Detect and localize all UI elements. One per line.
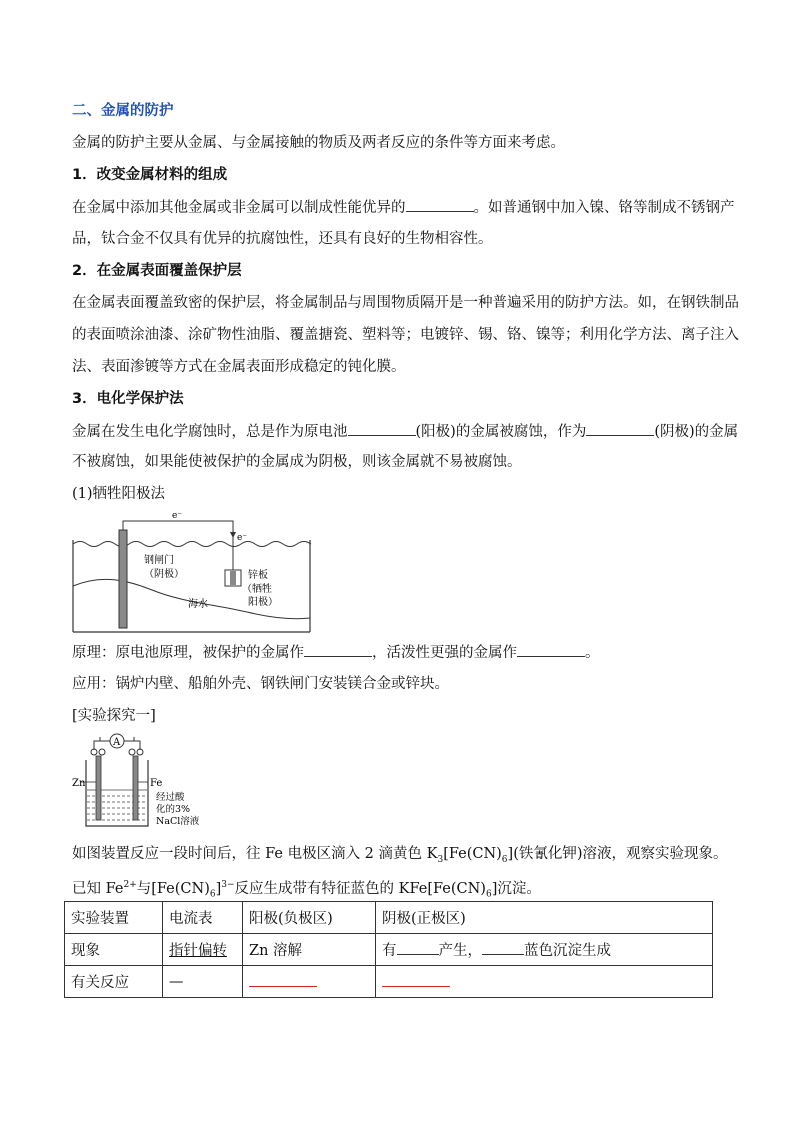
gate-label-2: （阴极） [144,569,184,580]
fill-blank[interactable] [406,197,474,212]
item3-line2: 不被腐蚀，如果能使被保护的金属成为阴极，则该金属就不易被腐蚀。 [72,454,522,470]
cathode-text-b: 产生， [438,943,482,959]
fill-blank[interactable] [304,642,372,657]
item1-line2: 品，钛合金不仅具有优异的抗腐蚀性，还具有良好的生物相容性。 [72,231,493,247]
zinc-label-3: 阳极） [248,597,278,608]
steps-line1-sub2: 6 [501,854,508,865]
fill-blank[interactable] [249,972,317,987]
table-cell: 阳极(负极区) [243,902,376,934]
table-cell: 现象 [65,934,163,966]
item3-line1-text-b: (阳极)的金属被腐蚀，作为 [415,424,587,440]
seawater-label: 海水 [188,599,208,610]
steps-line2-text-e: ]沉淀。 [491,880,541,897]
item3-sub1: (1)牺牲阳极法 [72,486,166,502]
fill-blank[interactable] [586,421,654,436]
table-cell: 电流表 [163,902,243,934]
zinc-label-2: （牺牲 [242,584,272,595]
section-intro: 金属的防护主要从金属、与金属接触的物质及两者反应的条件等方面来考虑。 [72,135,565,151]
gate-label-1: 钢闸门 [144,555,174,566]
principle-text-b: ，活泼性更强的金属作 [372,645,517,661]
sacrificial-anode-diagram [72,508,312,633]
steps-line1-sub1: 3 [437,854,444,865]
table-cell [376,934,713,966]
cathode-text-a: 有 [382,943,397,959]
steps-line2-text-a: 已知 Fe [72,880,124,897]
steps-line1-text-a: 如图装置反应一段时间后，往 Fe 电极区滴入 2 滴黄色 K [72,846,438,862]
item3-line1-text-c: (阴极)的金属 [654,424,739,440]
zn-label: Zn [72,778,86,789]
fe-electrode [133,756,138,820]
table-cell [376,966,713,998]
solution-label-2: 化的3% [156,804,191,815]
table-cell: 阴极(正极区) [376,902,713,934]
solution-label-3: NaCl溶液 [156,816,200,827]
experiment-title: [实验探究一] [72,708,156,724]
steps-line2-sup1: 2+ [123,880,137,890]
solution-label-1: 经过酸 [156,792,185,803]
item1-line1-text-a: 在金属中添加其他金属或非金属可以制成性能优异的 [72,200,406,216]
fill-blank[interactable] [382,972,450,987]
table-cell: 实验装置 [65,902,163,934]
table-row [65,966,713,998]
electron-label-top: e⁻ [172,511,183,521]
table-row [65,934,713,966]
item1-line1 [72,197,735,218]
table-cell: Zn 溶解 [243,934,376,966]
steps-line2-text-d: 反应生成带有特征蓝色的 KFe[Fe(CN) [234,880,486,897]
electron-flow-arrow [230,532,236,538]
fill-blank[interactable] [482,940,524,955]
item2-line3: 法、表面渗镀等方式在金属表面形成稳定的钝化膜。 [72,359,406,375]
steps-line2-sub2: 6 [485,889,492,900]
experiment-table [64,901,713,998]
table-cell: — [163,966,243,998]
item3-line1-text-a: 金属在发生电化学腐蚀时，总是作为原电池 [72,424,348,440]
principle-line [72,642,600,663]
item3-title: 3．电化学保护法 [72,391,184,407]
steps-line1-text-c: ](铁氰化钾)溶液，观察实验现象。 [507,846,728,862]
table-cell: 有关反应 [65,966,163,998]
zn-electrode [96,756,101,820]
zinc-label-1: 锌板 [248,570,268,581]
steel-gate [119,530,127,628]
steps-line2-sub1: 6 [209,889,216,900]
pointer-deflection: 指针偏转 [169,943,227,959]
beaker [86,760,148,826]
steps-line2-sup2: 3− [221,880,235,890]
fill-blank[interactable] [397,940,439,955]
steps-line1-text-b: [Fe(CN) [443,846,502,862]
water-surface [73,542,311,547]
principle-text-c: 。 [585,645,600,661]
ammeter-label: A [113,737,121,748]
fill-blank[interactable] [348,421,416,436]
fill-blank[interactable] [517,642,585,657]
table-row [65,902,713,934]
experiment-apparatus-diagram [72,732,222,832]
cathode-text-c: 蓝色沉淀生成 [524,943,611,959]
steps-line2-text-c: ] [215,880,222,897]
item2-line1: 在金属表面覆盖致密的保护层，将金属制品与周围物质隔开是一种普遍采用的防护方法。如，在钢铁制品 [72,295,739,311]
application-line: 应用：锅炉内壁、船舶外壳、钢铁闸门安装镁合金或锌块。 [72,676,449,692]
steps-line2-text-b: 与[Fe(CN) [136,880,210,897]
item3-line1 [72,421,738,442]
item1-line1-text-b: 。如普通钢中加入镍、铬等制成不锈钢产 [473,200,735,216]
fe-label: Fe [150,778,163,789]
table-cell [163,934,243,966]
table-cell [243,966,376,998]
item2-line2: 的表面喷涂油漆、涂矿物性油脂、覆盖搪瓷、塑料等；电镀锌、锡、铬、镍等；利用化学方法、离子注入 [72,327,739,343]
steps-line1 [72,844,728,870]
item2-title: 2．在金属表面覆盖保护层 [72,263,242,279]
section-title: 二、金属的防护 [72,103,174,119]
electron-label-right: e⁻ [237,533,248,543]
item1-title: 1．改变金属材料的组成 [72,167,228,183]
principle-text-a: 原理：原电池原理，被保护的金属作 [72,645,304,661]
